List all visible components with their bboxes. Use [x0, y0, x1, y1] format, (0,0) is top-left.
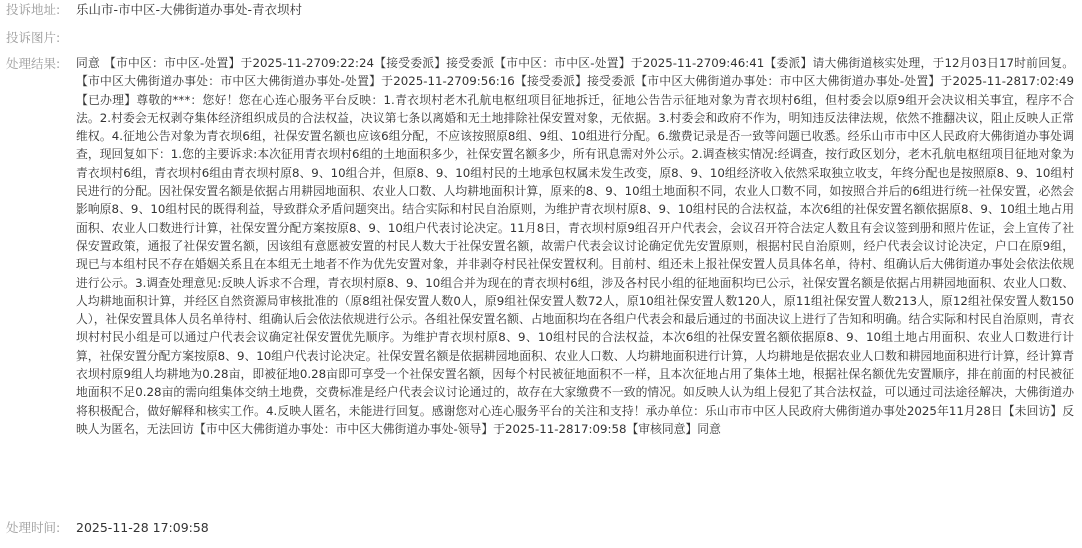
images-row — [6, 24, 1076, 54]
address-value: 乐山市-市中区-大佛街道办事处-青衣坝村 — [76, 2, 303, 17]
address-row — [6, 0, 1076, 24]
result-text: 同意 【市中区：市中区-处置】于2025-11-2709:22:24【接受委派】接受委派【市中区：市中区-处置】于2025-11-2709:46:41【委派】请大佛街道核实处理，于12月03日17时前回复。【市中区大佛街道办事处：市中区大佛街道办事处-处置】于2025-11-2709:56:16【接受委派】接受委派【市中区大佛街道办事处：市中区大佛街道办事处-处置】于2025-11-2817:02:49【已办理】尊敬的***：您好！您在心连心服务平台反映：1.青衣坝村老木孔航电枢纽项目征地拆迁，征地公告告示征地对象为青衣坝村6组，但村委会以原9组开会决议相关事宜，程序不合法。2.村委会无权剥夺集体经济组织成员的合法权益，决议第七条以离婚和无土地排除社保安置对象，无依据。3.村委会和政府不作为，明知违反法律法规，依然不推翻决议，阻止反映人正常维权。4.征地公告对象为青衣坝6组，社保安置名额也应该6组分配，不应该按照原8组、9组、10组进行分配。6.缴费记录是否一致等问题已收悉。经乐山市市中区人民政府大佛街道办事处调查，现回复如下：1.您的主要诉求:本次征用青衣坝村6组的土地面积多少，社保安置名额多少，所有讯息需对外公示。2.调查核实情况:经调查，按行政区划分，老木孔航电枢纽项目征地对象为青衣坝村6组，青衣坝村6组由青衣坝村原8、9、10组合并，但原8、9、10组村民的土地承包权属未发生改变，原8、9、10组经济收入依然采取独立收支，年终分配也是按照原8、9、10组村民进行的分配。因社保安置名额是依据占用耕园地面积、农业人口数、人均耕地面积计算，原来的8、9、10组土地面积不同，农业人口数不同，如按照合并后的6组进行统一社保安置，必然会影响原8、9、10组村民的既得利益，导致群众矛盾问题突出。结合实际和村民自治原则，为维护青衣坝村原8、9、10组村民的合法权益，本次6组的社保安置名额依据原8、9、10组土地占用面积、农业人口数进行计算，社保安置分配方案按原8、9、10组户代表讨论决定。11月8日，青衣坝村原9组召开户代表会，会议召开符合法定人数且有会议签到册和照片佐证，会上宣传了社保安置政策，通报了社保安置名额，因该组有意愿被安置的村民人数大于社保安置名额，故需户代表会议讨论确定优先安置原则，根据村民自治原则，经户代表会议讨论决定，户口在原9组，现已与本组村民不存在婚姻关系且在本组无土地者不作为优先安置对象，并非剥夺村民社保安置权利。目前村、组还未上报社保安置人员具体名单，待村、组确认后大佛街道办事处会依法依规进行公示。3.调查处理意见:反映人诉求不合理，青衣坝村原8、9、10组合并为现在的青衣坝村6组，涉及各村民小组的征地面积均已公示，社保安置名额是依据占用耕园地面积、农业人口数、人均耕地面积计算，并经区自然资源局审核批准的（原8组社保安置人数0人，原9组社保安置人数72人，原10组社保安置人数120人，原11组社保安置人数213人，原12组社保安置人数150人），社保安置具体人员名单待村、组确认后会依法依规进行公示。各组社保安置名额、占地面积均在各组户代表会和最后通过的书面决议上进行了告知和明确。结合实际和村民自治原则，青衣坝村村民小组是可以通过户代表会议确定社保安置优先顺序。为维护青衣坝村原8、9、10组村民的合法权益，本次6组的社保安置名额依据原8、9、10组土地占用面积、农业人口数进行计算，社保安置分配方案按原8、9、10组户代表讨论决定。社保安置名额是依据耕园地面积、农业人口数、人均耕地面积进行计算，人均耕地是依据农业人口数和耕园地面积进行计算，经计算青衣坝村原9组人均耕地为0.28亩，即被征地0.28亩即可享受一个社保安置名额，因每个村民被征地面积不一样，且本次征地占用了集体土地，根据社保名额优先安置顺序，排在前面的村民被征地面积不足0.28亩的需向组集体交纳土地费，交费标准是经户代表会议讨论通过的，故存在大家缴费不一致的情况。如反映人认为组上侵犯了其合法权益，可以通过司法途径解决，大佛街道办将积极配合，做好解释和核实工作。4.反映人匿名，未能进行回复。感谢您对心连心服务平台的关注和支持！承办单位：乐山市市中区人民政府大佛街道办事处2025年11月28日【未回访】反映人为匿名，无法回访【市中区大佛街道办事处：市中区大佛街道办事处-领导】于2025-11-2817:09:58【审核同意】同意 — [76, 56, 1074, 436]
address-label: 投诉地址: — [6, 2, 61, 17]
images-label: 投诉图片: — [6, 30, 61, 45]
result-label: 处理结果: — [6, 56, 61, 71]
time-label: 处理时间: — [6, 520, 61, 535]
time-value: 2025-11-28 17:09:58 — [76, 520, 209, 535]
time-row — [6, 516, 1076, 538]
result-row — [6, 54, 1076, 516]
